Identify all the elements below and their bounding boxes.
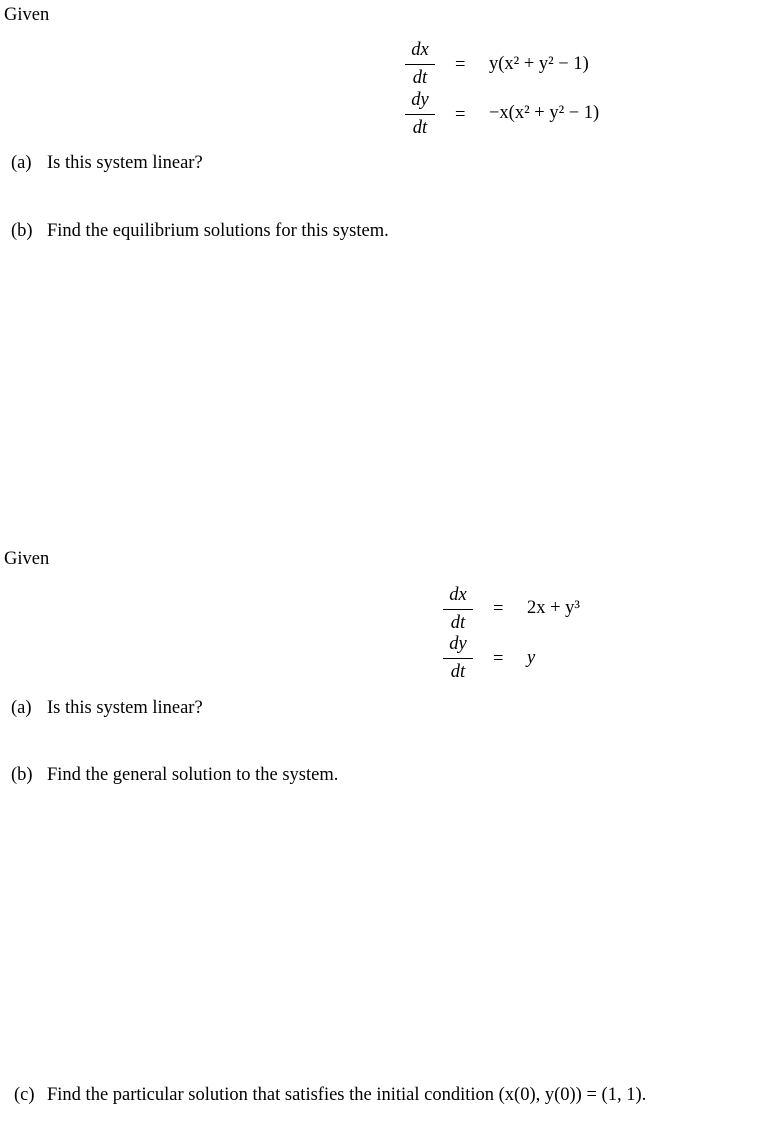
derivative-dy-dt-2 bbox=[443, 635, 473, 683]
derivative-dx-dt-1 bbox=[405, 41, 435, 89]
question-label: (b) bbox=[11, 765, 33, 785]
fraction-denominator: dt bbox=[450, 662, 466, 682]
fraction-numerator: dy bbox=[411, 90, 429, 110]
question-label: (a) bbox=[11, 698, 32, 718]
question-text: Is this system linear? bbox=[47, 153, 203, 173]
question-text: Is this system linear? bbox=[47, 698, 203, 718]
fraction-numerator: dy bbox=[449, 634, 467, 654]
question-text: Find the general solution to the system. bbox=[47, 765, 339, 785]
question-text: Find the particular solution that satisfies the initial condition (x(0), y(0)) = (1, 1). bbox=[47, 1085, 647, 1105]
derivative-dx-dt-2 bbox=[443, 586, 473, 634]
fraction-numerator: dx bbox=[449, 585, 467, 605]
equals-sign: = bbox=[455, 55, 466, 75]
fraction-bar bbox=[443, 658, 473, 659]
question-label: (a) bbox=[11, 153, 32, 173]
given-label-1: Given bbox=[4, 5, 50, 25]
fraction-bar bbox=[405, 64, 435, 65]
equals-sign: = bbox=[493, 599, 504, 619]
equation-rhs-2: −x(x² + y² − 1) bbox=[489, 103, 600, 123]
equals-sign: = bbox=[493, 649, 504, 669]
fraction-bar bbox=[443, 609, 473, 610]
equals-sign: = bbox=[455, 105, 466, 125]
equation-rhs-1: y(x² + y² − 1) bbox=[489, 54, 589, 74]
question-text: Find the equilibrium solutions for this system. bbox=[47, 221, 389, 241]
equation-rhs-4: y bbox=[527, 648, 536, 668]
fraction-denominator: dt bbox=[412, 68, 428, 88]
derivative-dy-dt-1 bbox=[405, 91, 435, 139]
fraction-denominator: dt bbox=[412, 118, 428, 138]
fraction-denominator: dt bbox=[450, 613, 466, 633]
question-label: (b) bbox=[11, 221, 33, 241]
question-label: (c) bbox=[14, 1085, 35, 1105]
fraction-bar bbox=[405, 114, 435, 115]
equation-rhs-3: 2x + y³ bbox=[527, 598, 580, 618]
given-label-2: Given bbox=[4, 549, 50, 569]
fraction-numerator: dx bbox=[411, 40, 429, 60]
